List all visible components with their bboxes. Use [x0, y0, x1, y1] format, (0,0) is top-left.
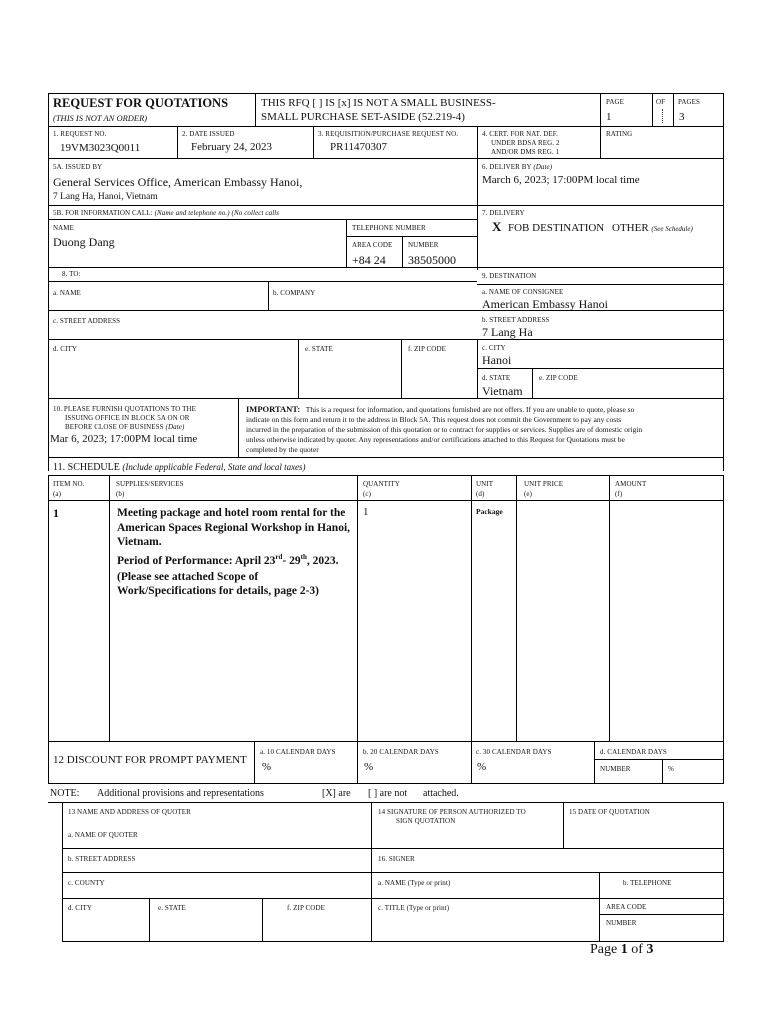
- col-amount-header: AMOUNT: [615, 480, 647, 488]
- col-quantity-sub: (c): [363, 490, 372, 498]
- note-text: Additional provisions and representations: [97, 788, 264, 799]
- issued-by-label: 5A. ISSUED BY: [53, 163, 103, 171]
- rating-label: RATING: [606, 130, 633, 138]
- schedule-title: 11. SCHEDULE (Include applicable Federal, State and local taxes): [53, 462, 306, 473]
- signature-label-2: SIGN QUOTATION: [396, 817, 456, 825]
- dest-city-label: c. CITY: [482, 344, 506, 352]
- dest-zip-label: e. ZIP CODE: [539, 374, 578, 382]
- col-item-header: ITEM NO.: [53, 480, 85, 488]
- note-are: [X] are: [322, 788, 351, 799]
- cert-label-2: UNDER BDSA REG. 2: [491, 139, 560, 147]
- note-label: NOTE:: [50, 788, 80, 799]
- request-no-value: 19VM3023Q0011: [60, 142, 141, 154]
- to-street-label: c. STREET ADDRESS: [53, 317, 121, 325]
- col-amount-sub: (f): [615, 490, 623, 498]
- rfq-setaside-line1: THIS RFQ [ ] IS [x] IS NOT A SMALL BUSINESS-: [261, 97, 496, 109]
- item-no-value: 1: [53, 506, 59, 520]
- signer-name-label: a. NAME (Type or print): [378, 879, 451, 887]
- consignee-label: a. NAME OF CONSIGNEE: [482, 288, 564, 296]
- info-name-value: Duong Dang: [53, 235, 115, 249]
- area-code-value: +84 24: [352, 253, 386, 267]
- dest-city-value: Hanoi: [482, 353, 512, 367]
- fob-destination-label: FOB DESTINATION: [508, 222, 605, 234]
- col-unit-header: UNIT: [476, 480, 494, 488]
- number-value: 38505000: [408, 253, 456, 267]
- other-label: OTHER (See Schedule): [612, 222, 693, 234]
- furnish-label-3: BEFORE CLOSE OF BUSINESS (Date): [65, 423, 185, 431]
- note-attached: attached.: [423, 788, 459, 799]
- quoter-city-label: d. CITY: [68, 904, 93, 912]
- to-label: 8. TO:: [62, 270, 81, 278]
- dest-state-label: d. STATE: [482, 374, 511, 382]
- quoter-street-label: b. STREET ADDRESS: [68, 855, 136, 863]
- number-label: NUMBER: [408, 241, 439, 249]
- unit-value: Package: [476, 507, 503, 516]
- discount-d-label: d. CALENDAR DAYS: [600, 748, 667, 756]
- quoter-county-label: c. COUNTY: [68, 879, 105, 887]
- dest-street-value: 7 Lang Ha: [482, 325, 533, 339]
- quoter-state-label: e. STATE: [158, 904, 186, 912]
- signer-number-label: NUMBER: [606, 919, 637, 927]
- col-unit-sub: (d): [476, 490, 485, 498]
- page-value: 1: [606, 111, 612, 123]
- col-item-sub: (a): [53, 490, 62, 498]
- quoter-label: 13 NAME AND ADDRESS OF QUOTER: [68, 808, 191, 816]
- dest-state-value: Vietnam: [482, 384, 523, 398]
- fob-check-mark: X: [492, 219, 502, 234]
- signature-label-1: 14 SIGNATURE OF PERSON AUTHORIZED TO: [378, 808, 526, 816]
- form-subtitle: (THIS IS NOT AN ORDER): [53, 113, 148, 123]
- deliver-by-value: March 6, 2023; 17:00PM local time: [482, 174, 640, 186]
- to-state-label: e. STATE: [305, 345, 333, 353]
- signer-label: 16. SIGNER: [378, 855, 415, 863]
- quantity-value: 1: [363, 506, 369, 518]
- signer-area-code-label: AREA CODE: [606, 903, 647, 911]
- note-are-not: [ ] are not: [368, 788, 408, 799]
- consignee-value: American Embassy Hanoi: [482, 297, 608, 311]
- discount-b-label: b. 20 CALENDAR DAYS: [363, 748, 439, 756]
- to-company-label: b. COMPANY: [273, 289, 316, 297]
- page-footer: Page 1 of 3: [590, 942, 654, 957]
- issued-by-line2: 7 Lang Ha, Hanoi, Vietnam: [53, 192, 158, 202]
- deliver-by-label: 6. DELIVER BY (Date): [482, 163, 553, 171]
- discount-number-label: NUMBER: [600, 765, 631, 773]
- quotation-date-label: 15 DATE OF QUOTATION: [569, 808, 650, 816]
- delivery-label: 7. DELIVERY: [482, 209, 525, 217]
- discount-b-pct: %: [364, 761, 374, 773]
- signer-telephone-label: b. TELEPHONE: [623, 879, 672, 887]
- to-city-label: d. CITY: [53, 345, 78, 353]
- col-quantity-header: QUANTITY: [363, 480, 400, 488]
- page-label: PAGE: [606, 98, 625, 106]
- furnish-label-1: 10. PLEASE FURNISH QUOTATIONS TO THE: [53, 405, 197, 413]
- discount-a-label: a. 10 CALENDAR DAYS: [260, 748, 336, 756]
- telephone-label: TELEPHONE NUMBER: [352, 224, 426, 232]
- to-name-label: a. NAME: [53, 289, 81, 297]
- dest-street-label: b. STREET ADDRESS: [482, 316, 550, 324]
- important-notice: IMPORTANT: This is a request for information, and quotations furnished are not offers. If you are unable to quote, please so indicate on this form and return it to the address in Block 5A. This request does not commit the Government to pay any costs incurred in the preparation of the submission of this quotation or to contract for supplies or services. Supplies are of domestic origin unless otherwise indicated by quoter. Any representations and/or certifications attached to this Request for Quotations must be completed by the quoter: [246, 404, 643, 454]
- destination-label: 9. DESTINATION: [482, 272, 537, 280]
- cert-label-1: 4. CERT. FOR NAT. DEF.: [482, 130, 559, 138]
- pages-label: PAGES: [678, 98, 701, 106]
- requisition-label: 3. REQUISITION/PURCHASE REQUEST NO.: [318, 130, 459, 138]
- furnish-date-value: Mar 6, 2023; 17:00PM local time: [50, 433, 198, 445]
- discount-c-label: c. 30 CALENDAR DAYS: [476, 748, 552, 756]
- col-unit-price-header: UNIT PRICE: [524, 480, 564, 488]
- info-call-label: 5B. FOR INFORMATION CALL: (Name and telephone no.) (No collect calls: [53, 209, 280, 217]
- discount-d-pct: %: [668, 765, 674, 773]
- info-name-label: NAME: [53, 224, 75, 232]
- date-issued-value: February 24, 2023: [191, 141, 272, 153]
- col-supplies-header: SUPPLIES/SERVICES: [116, 480, 184, 488]
- request-no-label: 1. REQUEST NO.: [53, 130, 107, 138]
- pages-value: 3: [679, 111, 685, 123]
- rfq-setaside-line2: SMALL PURCHASE SET-ASIDE (52.219-4): [261, 111, 465, 123]
- quoter-name-label: a. NAME OF QUOTER: [68, 831, 138, 839]
- to-zip-label: f. ZIP CODE: [408, 345, 446, 353]
- item-description: Meeting package and hotel room rental for the American Spaces Regional Workshop in Hanoi, Vietnam. Period of Performance: April 23rd- 29th, 2023. (Please see attached Scope of Work/Specifications for details, page 2-3): [117, 507, 351, 598]
- requisition-value: PR11470307: [330, 141, 388, 153]
- signer-title-label: c. TITLE (Type or print): [378, 904, 450, 912]
- of-label: OF: [656, 98, 666, 106]
- col-supplies-sub: (b): [116, 490, 125, 498]
- form-title: REQUEST FOR QUOTATIONS: [53, 96, 229, 110]
- area-code-label: AREA CODE: [352, 241, 393, 249]
- issued-by-line1: General Services Office, American Embassy Hanoi,: [53, 175, 303, 189]
- of-divider: [662, 109, 663, 123]
- discount-label: 12 DISCOUNT FOR PROMPT PAYMENT: [53, 754, 247, 766]
- discount-a-pct: %: [262, 761, 272, 773]
- furnish-label-2: ISSUING OFFICE IN BLOCK 5A ON OR: [65, 414, 190, 422]
- col-unit-price-sub: (e): [524, 490, 533, 498]
- quoter-zip-label: f. ZIP CODE: [287, 904, 325, 912]
- date-issued-label: 2. DATE ISSUED: [182, 130, 235, 138]
- cert-label-3: AND/OR DMS REG. 1: [491, 148, 560, 156]
- discount-c-pct: %: [477, 761, 487, 773]
